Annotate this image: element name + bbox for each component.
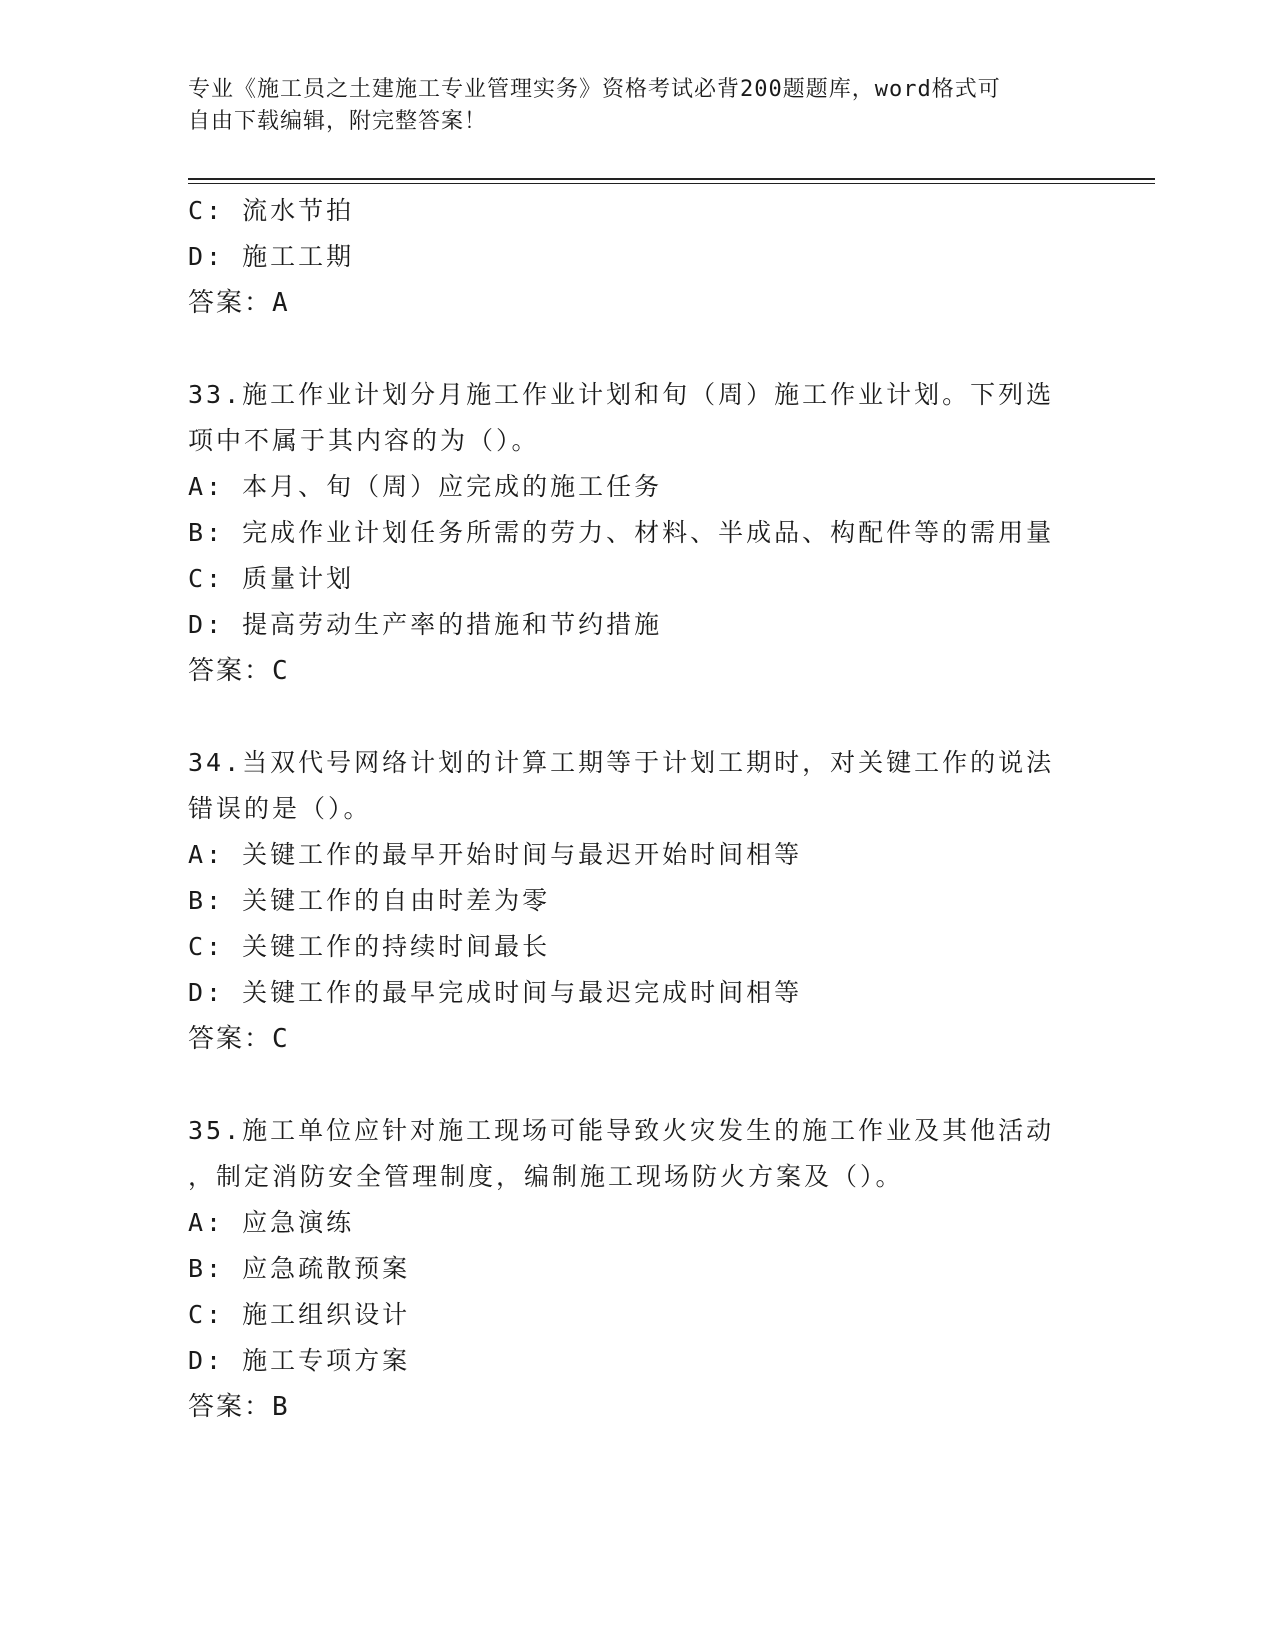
question-35 — [188, 1108, 1088, 1430]
question-stem-line-2: ，制定消防安全管理制度，编制施工现场防火方案及（）。 — [188, 1162, 904, 1191]
question-stem-line-2: 错误的是（）。 — [188, 794, 372, 823]
option-c: C: 流水节拍 — [188, 196, 355, 225]
answer-value: C — [272, 656, 290, 686]
answer-value: C — [272, 1024, 290, 1054]
option-a: A: 应急演练 — [188, 1208, 355, 1237]
option-d: D: 施工专项方案 — [188, 1346, 411, 1375]
option-c: C: 质量计划 — [188, 564, 355, 593]
answer-line: 答案：A — [188, 288, 290, 318]
header-line-1: 专业《施工员之土建施工专业管理实务》资格考试必背200题题库，word格式可 — [188, 77, 1001, 102]
header-line-2: 自由下载编辑，附完整答案！ — [188, 109, 488, 134]
option-c: C: 施工组织设计 — [188, 1300, 411, 1329]
option-a: A: 关键工作的最早开始时间与最迟开始时间相等 — [188, 840, 803, 869]
answer-line: 答案：B — [188, 1392, 290, 1422]
answer-value: A — [272, 288, 290, 318]
prev-question — [188, 188, 1088, 326]
document-header — [188, 74, 1088, 138]
answer-line: 答案：C — [188, 656, 290, 686]
option-d: D: 关键工作的最早完成时间与最迟完成时间相等 — [188, 978, 803, 1007]
question-34 — [188, 740, 1088, 1062]
header-rule-thin — [188, 183, 1155, 184]
document-body — [188, 188, 1088, 1430]
answer-line: 答案：C — [188, 1024, 290, 1054]
answer-value: B — [272, 1392, 290, 1422]
header-rule-thick — [188, 178, 1155, 180]
option-b: B: 关键工作的自由时差为零 — [188, 886, 551, 915]
question-stem-line-2: 项中不属于其内容的为（）。 — [188, 426, 540, 455]
question-33 — [188, 372, 1088, 694]
option-b: B: 完成作业计划任务所需的劳力、材料、半成品、构配件等的需用量 — [188, 518, 1055, 547]
option-d: D: 施工工期 — [188, 242, 355, 271]
question-stem-line-1: 35.施工单位应针对施工现场可能导致火灾发生的施工作业及其他活动 — [188, 1116, 1055, 1145]
option-d: D: 提高劳动生产率的措施和节约措施 — [188, 610, 663, 639]
option-b: B: 应急疏散预案 — [188, 1254, 411, 1283]
option-c: C: 关键工作的持续时间最长 — [188, 932, 551, 961]
option-a: A: 本月、旬（周）应完成的施工任务 — [188, 472, 663, 501]
question-stem-line-1: 34.当双代号网络计划的计算工期等于计划工期时，对关键工作的说法 — [188, 748, 1055, 777]
question-stem-line-1: 33.施工作业计划分月施工作业计划和旬（周）施工作业计划。下列选 — [188, 380, 1055, 409]
